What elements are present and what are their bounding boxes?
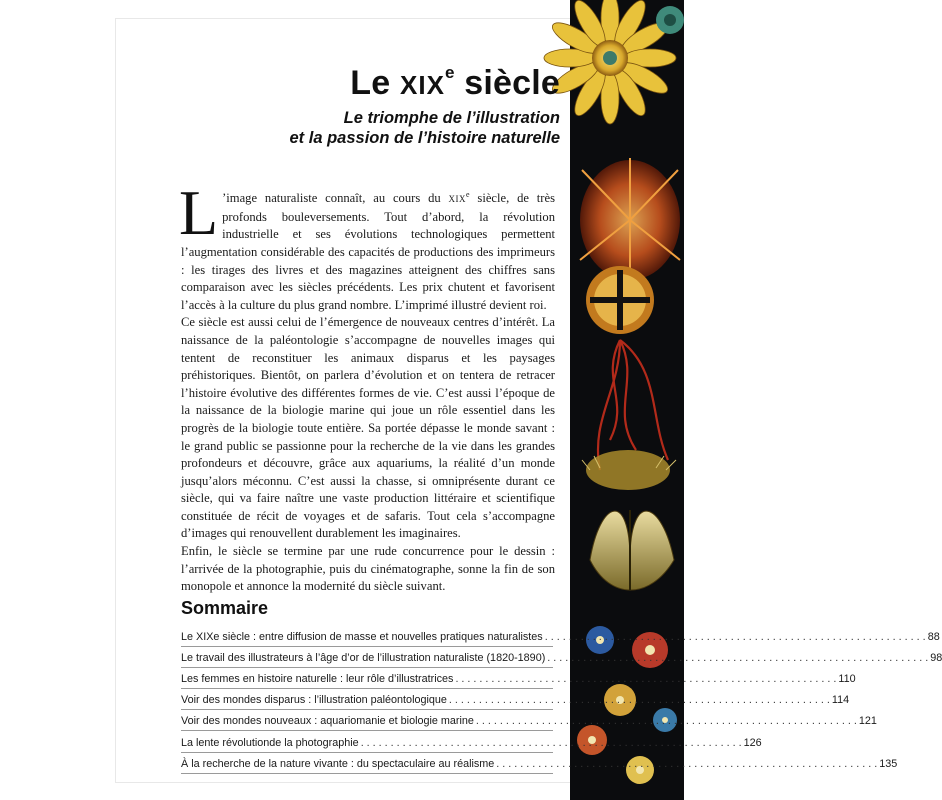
toc-entry-text: Le travail des illustrateurs à l’âge d’or de l’illustration naturaliste (1820-1890) [181, 652, 546, 665]
toc-entry-page: 135 [879, 757, 898, 770]
paragraph-1-sup: e [466, 190, 470, 199]
toc-entry [181, 647, 942, 668]
toc-title: Sommaire [181, 598, 269, 618]
page-subtitle [290, 108, 561, 148]
toc-entry-page: 126 [743, 736, 762, 749]
toc-leader [359, 737, 744, 749]
paragraph-1-end: siècle, de très profonds bouleversements. Tout d’abord, la révolution industrielle et ses évolutions technologiques permettent l’augmentation considérable des capacités de productions des imprimeurs : les tirages des livres et des magazines atteignent des chiffres sans comparaison avec les siècles précédents. Les prix chutent et favorisent l’accès à la culture du plus grand nombre. L’imprimé illustré devient roi. [181, 191, 555, 312]
toc-leader [494, 758, 879, 770]
toc-entry [181, 753, 898, 774]
toc-leader [474, 715, 859, 727]
subtitle-line-2: et la passion de l’histoire naturelle [289, 129, 560, 147]
toc-entry-text: Voir des mondes disparus : l’illustration paléontologique [181, 694, 447, 707]
toc-entry-text: Les femmes en histoire naturelle : leur rôle d’illustratrices [181, 673, 454, 686]
toc-leader [447, 694, 832, 706]
table-of-contents [181, 626, 942, 774]
toc-leader [453, 673, 838, 685]
toc-entry [181, 626, 940, 647]
toc-entry [181, 731, 762, 752]
toc-entry-text: À la recherche de la nature vivante : du spectaculaire au réalisme [181, 757, 495, 770]
paragraph-3: Enfin, le siècle se termine par une rude concurrence pour le dessin : l’arrivée de la photographie, puis du cinématographe, sonne la fin de son monopole et annonce la modernité du siècle suivant. [181, 544, 555, 594]
title-century-sup: e [444, 62, 455, 82]
paragraph-2: Ce siècle est aussi celui de l’émergence de nouveaux centres d’intérêt. La naissance de la paléontologie s’accompagne de nouvelles images qui tentent de reconstituer les animaux disparus et les paysages préhistoriques. Bientôt, on parlera d’évolution et on tentera de retracer l’histoire évolutive des différentes formes de vie. C’est aussi l’époque de la naissance de la biologie marine qui joue un rôle essentiel dans les progrès de la biologie toute entière. Sa portée dépasse le monde savant : le grand public se passionne pour la recherche de la vie dans les grandes profondeurs et découvre, grâce aux aquariums, la réalité d’un monde jusqu’alors méconnu. C’est aussi la chasse, si omniprésente durant ce siècle, qui va faire naître une vaste production littéraire et scientifique constituée de récit de voyages et de safaris. Tout cela s’accompagne d’images qui renouvellent durablement les imaginaires. [181, 315, 555, 541]
drop-cap: L [179, 177, 219, 248]
title-century: XIX [400, 70, 445, 100]
title-suffix: siècle [454, 64, 560, 102]
toc-entry [181, 710, 877, 731]
toc-entry-text: Voir des mondes nouveaux : aquariomanie et biologie marine [181, 715, 474, 728]
chapter-intro-text [179, 177, 555, 596]
toc-entry [181, 668, 856, 689]
toc-entry-page: 114 [831, 694, 850, 707]
page-title [350, 64, 560, 103]
toc-leader [545, 652, 930, 664]
toc-leader [543, 631, 928, 643]
toc-entry-page: 110 [838, 673, 856, 686]
toc-entry-page: 121 [858, 715, 877, 728]
toc-entry-text: Le XIXe siècle : entre diffusion de masse et nouvelles pratiques naturalistes [181, 631, 543, 644]
toc-entry [181, 689, 850, 710]
toc-entry-page: 98 [930, 652, 942, 665]
paragraph-1-start: ’image naturaliste connaît, au cours du [222, 191, 449, 206]
toc-entry-text: La lente révolutionde la photographie [181, 736, 359, 749]
paragraph-1 [179, 177, 555, 314]
subtitle-line-1: Le triomphe de l’illustration [343, 109, 560, 127]
title-prefix: Le [350, 64, 401, 102]
toc-entry-page: 88 [927, 631, 940, 644]
paragraph-1-century: XIX [448, 194, 467, 205]
